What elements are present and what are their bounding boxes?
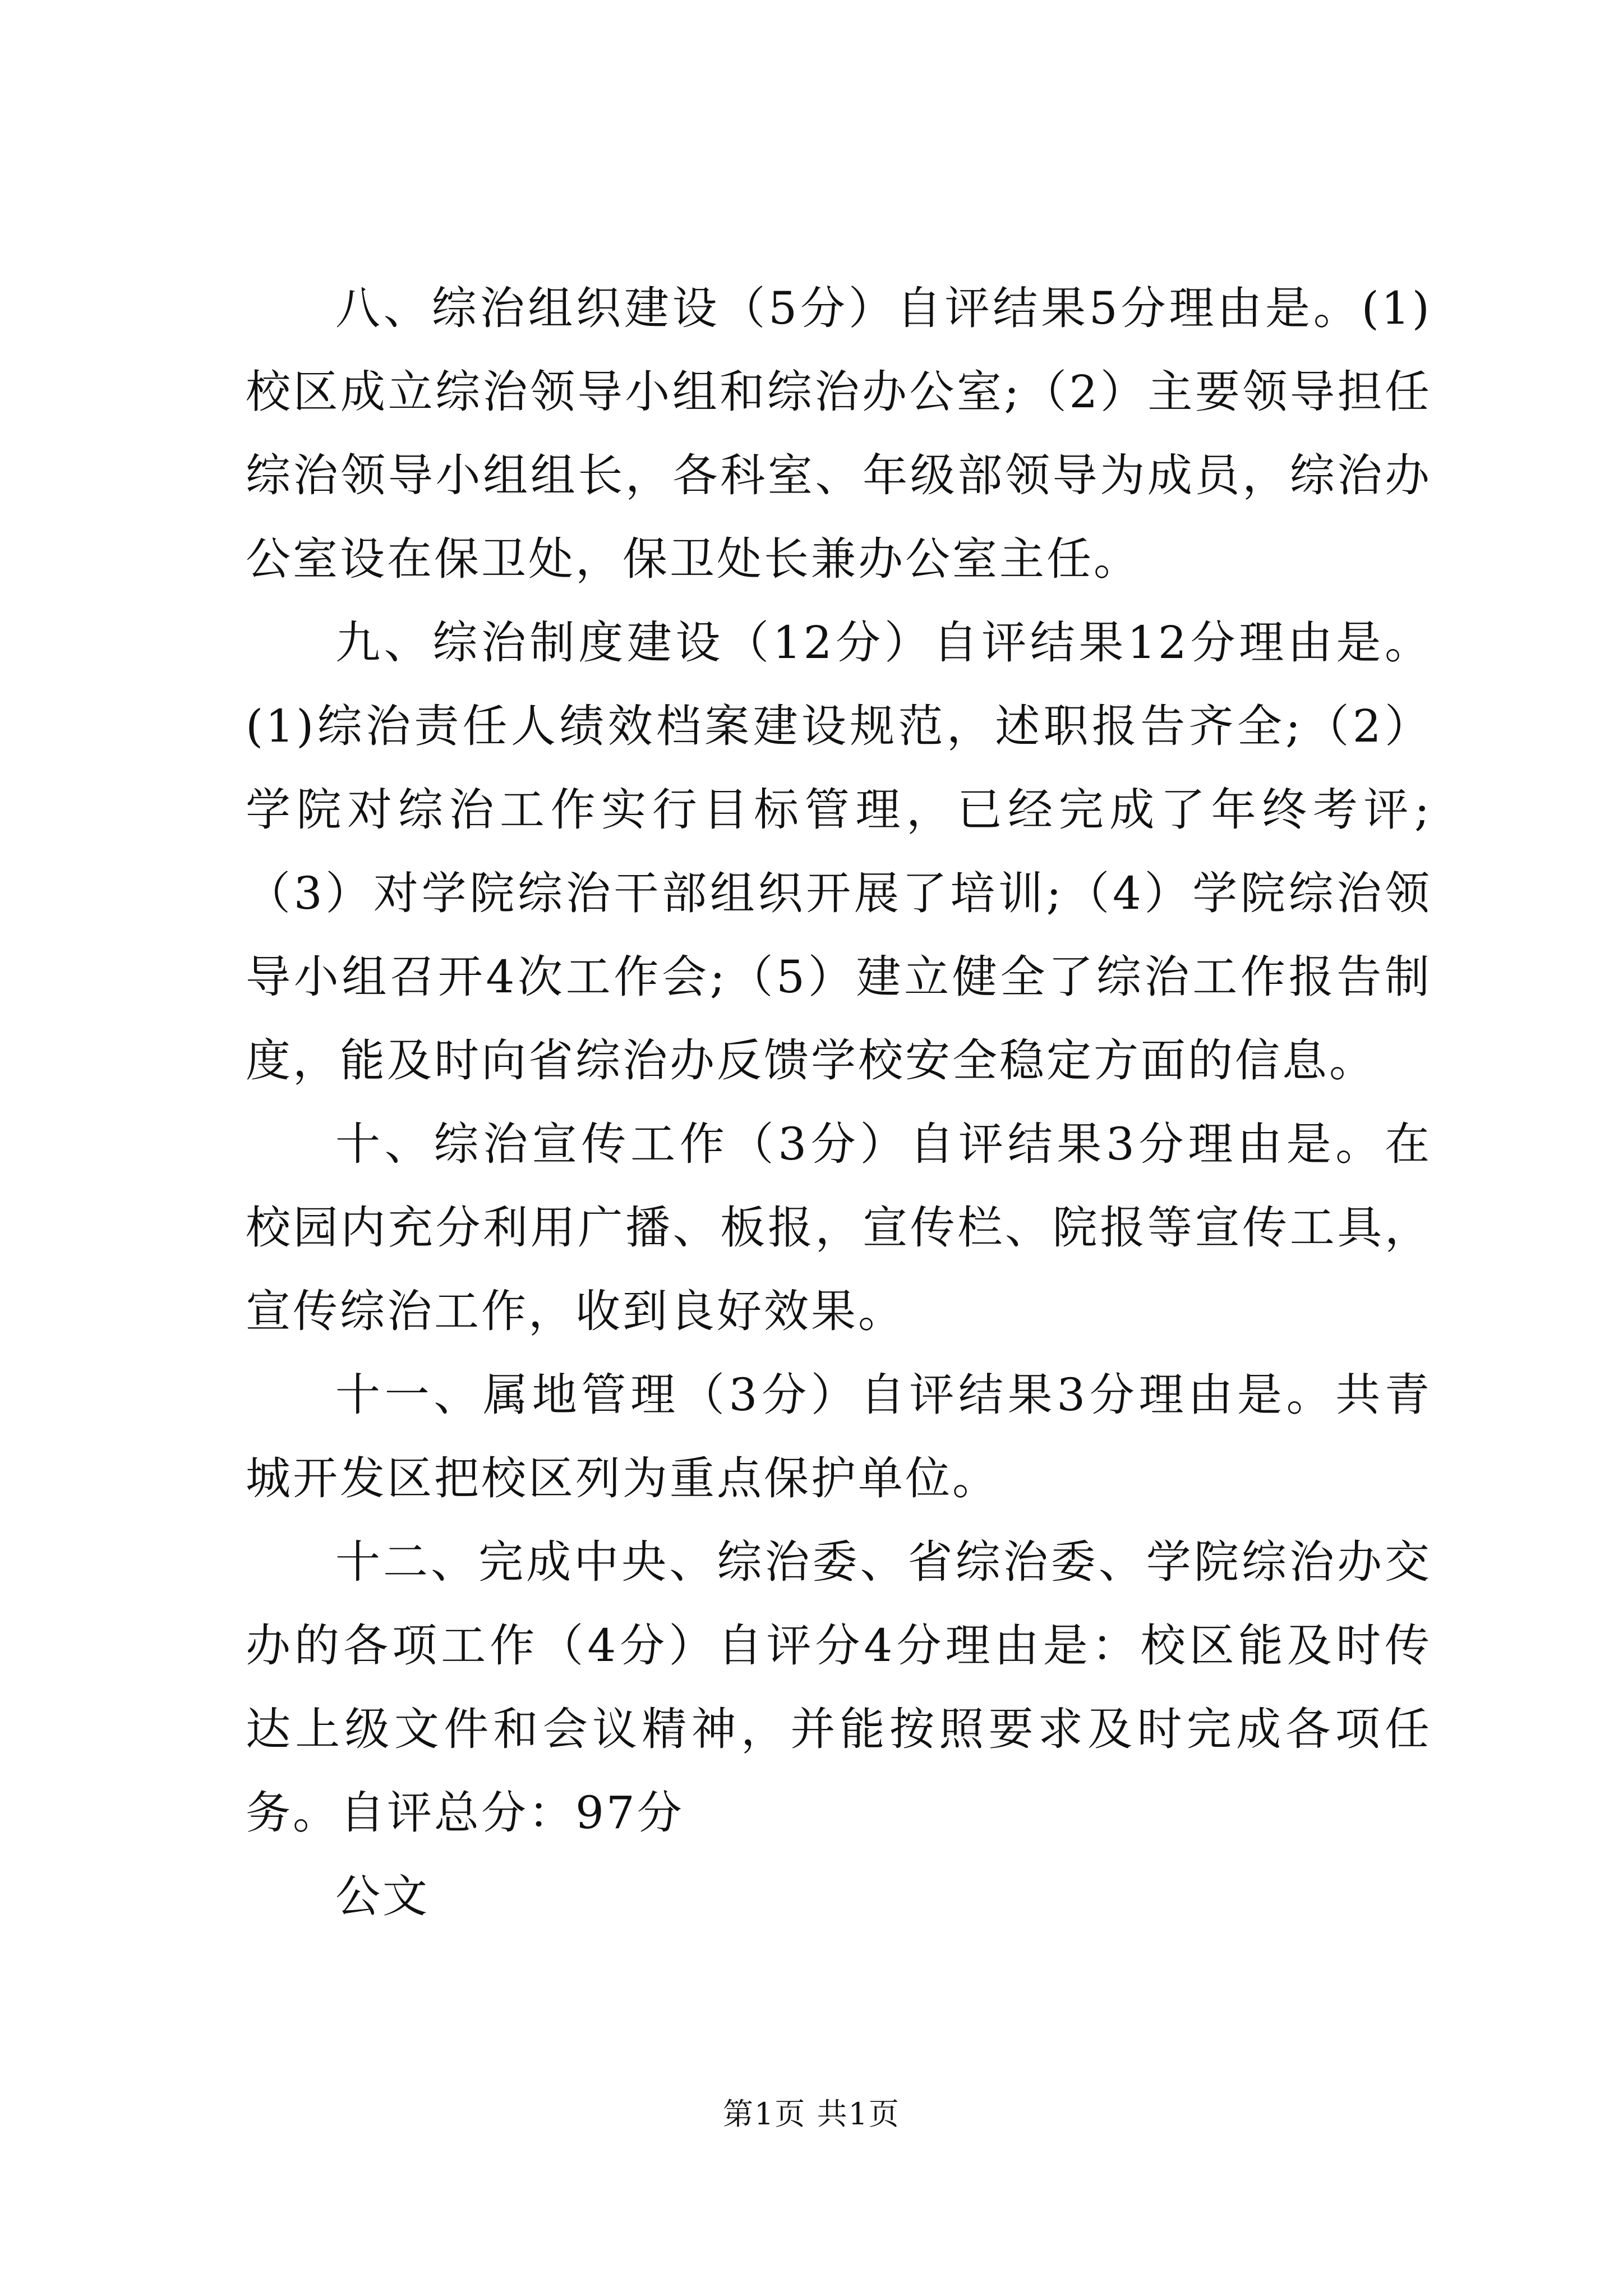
paragraph-system-building: 九、综治制度建设（12分）自评结果12分理由是。(1)综治责任人绩效档案建设规范，述职报告齐全;（2）学院对综治工作实行目标管理，已经完成了年终考评;（3）对学院综治干部组织开展了培训;（4）学院综治领导小组召开4次工作会;（5）建立健全了综治工作报告制度，能及时向省综治办反馈学校安全稳定方面的信息。 — [246, 616, 1432, 1087]
paragraph-closing-word: 公文 — [335, 1870, 430, 1922]
document-body — [246, 266, 1432, 1938]
paragraph-organization-building: 八、综治组织建设（5分）自评结果5分理由是。(1)校区成立综治领导小组和综治办公室;（2）主要领导担任综治领导小组组长，各科室、年级部领导为成员，综治办公室设在保卫处，保卫处长兼办公室主任。 — [246, 282, 1432, 585]
paragraph-assigned-tasks: 十二、完成中央、综治委、省综治委、学院综治办交办的各项工作（4分）自评分4分理由是：校区能及时传达上级文件和会议精神，并能按照要求及时完成各项任务。自评总分：97分 — [246, 1536, 1432, 1839]
page-number-footer: 第1页 共1页 — [723, 2096, 900, 2132]
paragraph-publicity-work: 十、综治宣传工作（3分）自评结果3分理由是。在校园内充分利用广播、板报，宣传栏、院报等宣传工具，宣传综治工作，收到良好效果。 — [246, 1118, 1432, 1337]
paragraph-territorial-management: 十一、属地管理（3分）自评结果3分理由是。共青城开发区把校区列为重点保护单位。 — [246, 1369, 1432, 1504]
